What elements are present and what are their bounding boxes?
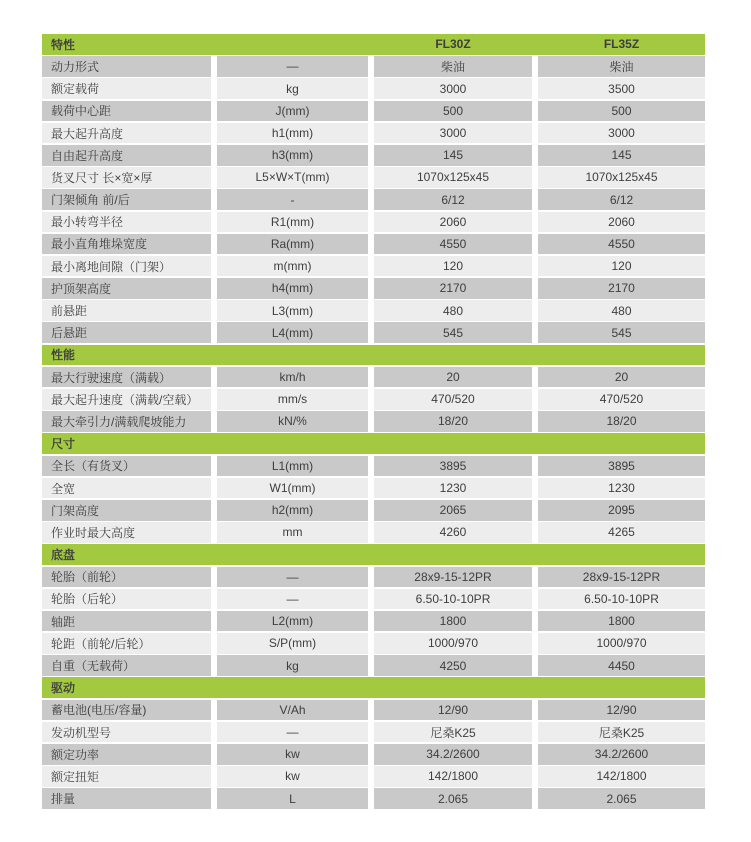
table-row — [42, 145, 705, 166]
table-row — [42, 189, 705, 210]
table-row — [42, 367, 705, 388]
row-label: 门架高度 — [42, 500, 211, 521]
row-value-fl30z: 1070x125x45 — [374, 167, 532, 188]
row-unit: h3(mm) — [217, 145, 368, 166]
row-value-fl35z: 2170 — [538, 278, 705, 299]
row-value-fl30z: 28x9-15-12PR — [374, 567, 532, 588]
row-label: 轴距 — [42, 611, 211, 632]
row-unit: J(mm) — [217, 101, 368, 122]
row-label: 货叉尺寸 长×宽×厚 — [42, 167, 211, 188]
row-label: 最大起升高度 — [42, 123, 211, 144]
row-value-fl35z: 6.50-10-10PR — [538, 589, 705, 610]
row-unit: h1(mm) — [217, 123, 368, 144]
table-row — [42, 234, 705, 255]
row-value-fl30z: 1000/970 — [374, 633, 532, 654]
table-header-row — [42, 34, 705, 55]
row-value-fl35z: 18/20 — [538, 411, 705, 432]
row-value-fl35z: 28x9-15-12PR — [538, 567, 705, 588]
row-value-fl30z: 480 — [374, 300, 532, 321]
row-label: 前悬距 — [42, 300, 211, 321]
row-unit: L2(mm) — [217, 611, 368, 632]
row-label: 全宽 — [42, 478, 211, 499]
row-unit: Ra(mm) — [217, 234, 368, 255]
row-value-fl35z: 3000 — [538, 123, 705, 144]
row-value-fl30z: 2.065 — [374, 788, 532, 809]
row-value-fl35z: 4265 — [538, 522, 705, 543]
row-value-fl35z: 1070x125x45 — [538, 167, 705, 188]
row-label: 自由起升高度 — [42, 145, 211, 166]
table-row — [42, 700, 705, 721]
row-value-fl30z: 4550 — [374, 234, 532, 255]
row-value-fl30z: 145 — [374, 145, 532, 166]
row-value-fl35z: 1000/970 — [538, 633, 705, 654]
row-value-fl35z: 145 — [538, 145, 705, 166]
row-value-fl30z: 6/12 — [374, 189, 532, 210]
row-unit: m(mm) — [217, 256, 368, 277]
row-value-fl35z: 545 — [538, 322, 705, 343]
header-model-fl30z: FL30Z — [435, 37, 471, 52]
row-value-fl30z: 2060 — [374, 212, 532, 233]
table-row — [42, 522, 705, 543]
row-value-fl30z: 34.2/2600 — [374, 744, 532, 765]
row-value-fl30z: 1230 — [374, 478, 532, 499]
row-value-fl35z: 470/520 — [538, 389, 705, 410]
row-value-fl30z: 500 — [374, 101, 532, 122]
row-label: 轮胎（前轮） — [42, 567, 211, 588]
row-value-fl35z: 1800 — [538, 611, 705, 632]
row-unit: - — [217, 189, 368, 210]
row-label: 轮距（前轮/后轮） — [42, 633, 211, 654]
row-label: 额定扭矩 — [42, 766, 211, 787]
row-unit: kw — [217, 766, 368, 787]
row-value-fl35z: 34.2/2600 — [538, 744, 705, 765]
header-unit-spacer — [217, 34, 368, 55]
row-value-fl30z: 2170 — [374, 278, 532, 299]
row-value-fl35z: 20 — [538, 367, 705, 388]
table-row — [42, 411, 705, 432]
row-value-fl30z: 3895 — [374, 456, 532, 477]
row-value-fl35z: 500 — [538, 101, 705, 122]
row-value-fl30z: 2065 — [374, 500, 532, 521]
row-unit: L3(mm) — [217, 300, 368, 321]
table-row — [42, 300, 705, 321]
table-row — [42, 389, 705, 410]
row-label: 轮胎（后轮） — [42, 589, 211, 610]
row-unit: — — [217, 589, 368, 610]
row-value-fl35z: 4550 — [538, 234, 705, 255]
table-row — [42, 766, 705, 787]
row-label: 最小转弯半径 — [42, 212, 211, 233]
row-value-fl30z: 12/90 — [374, 700, 532, 721]
row-label: 蓄电池(电压/容量) — [42, 700, 211, 721]
spec-table — [42, 34, 705, 809]
row-label: 排量 — [42, 788, 211, 809]
row-label: 门架倾角 前/后 — [42, 189, 211, 210]
row-value-fl30z: 3000 — [374, 78, 532, 99]
table-row — [42, 788, 705, 809]
row-unit: S/P(mm) — [217, 633, 368, 654]
row-unit: h4(mm) — [217, 278, 368, 299]
row-unit: kg — [217, 78, 368, 99]
row-value-fl30z: 142/1800 — [374, 766, 532, 787]
section-header: 底盘 — [42, 544, 705, 565]
row-value-fl35z: 142/1800 — [538, 766, 705, 787]
row-value-fl30z: 545 — [374, 322, 532, 343]
table-row — [42, 744, 705, 765]
row-label: 护顶架高度 — [42, 278, 211, 299]
table-row — [42, 256, 705, 277]
row-label: 最小离地间隙（门架） — [42, 256, 211, 277]
row-label: 额定载荷 — [42, 78, 211, 99]
row-unit: km/h — [217, 367, 368, 388]
table-row — [42, 212, 705, 233]
row-value-fl30z: 470/520 — [374, 389, 532, 410]
row-label: 最大行驶速度（满载） — [42, 367, 211, 388]
row-label: 最大起升速度（满载/空载） — [42, 389, 211, 410]
row-unit: L4(mm) — [217, 322, 368, 343]
row-label: 发动机型号 — [42, 722, 211, 743]
table-row — [42, 611, 705, 632]
row-label: 作业时最大高度 — [42, 522, 211, 543]
row-label: 后悬距 — [42, 322, 211, 343]
row-value-fl30z: 6.50-10-10PR — [374, 589, 532, 610]
table-row — [42, 101, 705, 122]
row-value-fl35z: 3895 — [538, 456, 705, 477]
row-value-fl35z: 120 — [538, 256, 705, 277]
row-value-fl35z: 480 — [538, 300, 705, 321]
row-unit: mm/s — [217, 389, 368, 410]
row-unit: L1(mm) — [217, 456, 368, 477]
row-value-fl35z: 3500 — [538, 78, 705, 99]
row-unit: kN/% — [217, 411, 368, 432]
row-label: 载荷中心距 — [42, 101, 211, 122]
table-row — [42, 322, 705, 343]
row-value-fl35z: 2060 — [538, 212, 705, 233]
row-value-fl30z: 4260 — [374, 522, 532, 543]
header-model-fl35z: FL35Z — [603, 37, 640, 52]
table-row — [42, 123, 705, 144]
section-header: 驱动 — [42, 677, 705, 698]
section-header: 性能 — [42, 345, 705, 366]
table-row — [42, 567, 705, 588]
row-unit: L5×W×T(mm) — [217, 167, 368, 188]
row-value-fl35z: 尼桑K25 — [538, 722, 705, 743]
row-value-fl35z: 6/12 — [538, 189, 705, 210]
row-unit: W1(mm) — [217, 478, 368, 499]
row-unit: kg — [217, 655, 368, 676]
row-value-fl35z: 12/90 — [538, 700, 705, 721]
row-value-fl35z: 2.065 — [538, 788, 705, 809]
table-row — [42, 456, 705, 477]
row-unit: R1(mm) — [217, 212, 368, 233]
row-value-fl35z: 2095 — [538, 500, 705, 521]
row-unit: — — [217, 567, 368, 588]
table-row — [42, 722, 705, 743]
row-value-fl30z: 18/20 — [374, 411, 532, 432]
row-value-fl35z: 1230 — [538, 478, 705, 499]
row-label: 全长（有货叉） — [42, 456, 211, 477]
row-value-fl30z: 4250 — [374, 655, 532, 676]
row-value-fl30z: 3000 — [374, 123, 532, 144]
row-value-fl35z: 柴油 — [538, 56, 705, 77]
row-unit: — — [217, 722, 368, 743]
row-label: 额定功率 — [42, 744, 211, 765]
row-label: 动力形式 — [42, 56, 211, 77]
table-row — [42, 278, 705, 299]
row-unit: — — [217, 56, 368, 77]
row-value-fl30z: 尼桑K25 — [374, 722, 532, 743]
row-unit: kw — [217, 744, 368, 765]
table-row — [42, 56, 705, 77]
row-unit: L — [217, 788, 368, 809]
table-row — [42, 500, 705, 521]
table-row — [42, 633, 705, 654]
row-value-fl35z: 4450 — [538, 655, 705, 676]
row-label: 最大牵引力/满载爬坡能力 — [42, 411, 211, 432]
table-row — [42, 78, 705, 99]
section-header: 尺寸 — [42, 433, 705, 454]
table-row — [42, 655, 705, 676]
row-value-fl30z: 120 — [374, 256, 532, 277]
row-value-fl30z: 1800 — [374, 611, 532, 632]
row-value-fl30z: 柴油 — [374, 56, 532, 77]
row-label: 最小直角堆垛宽度 — [42, 234, 211, 255]
row-unit: V/Ah — [217, 700, 368, 721]
table-row — [42, 589, 705, 610]
header-title: 特性 — [51, 37, 76, 52]
row-value-fl30z: 20 — [374, 367, 532, 388]
row-unit: mm — [217, 522, 368, 543]
table-row — [42, 167, 705, 188]
table-body — [42, 56, 705, 809]
row-label: 自重（无载荷） — [42, 655, 211, 676]
row-unit: h2(mm) — [217, 500, 368, 521]
table-row — [42, 478, 705, 499]
